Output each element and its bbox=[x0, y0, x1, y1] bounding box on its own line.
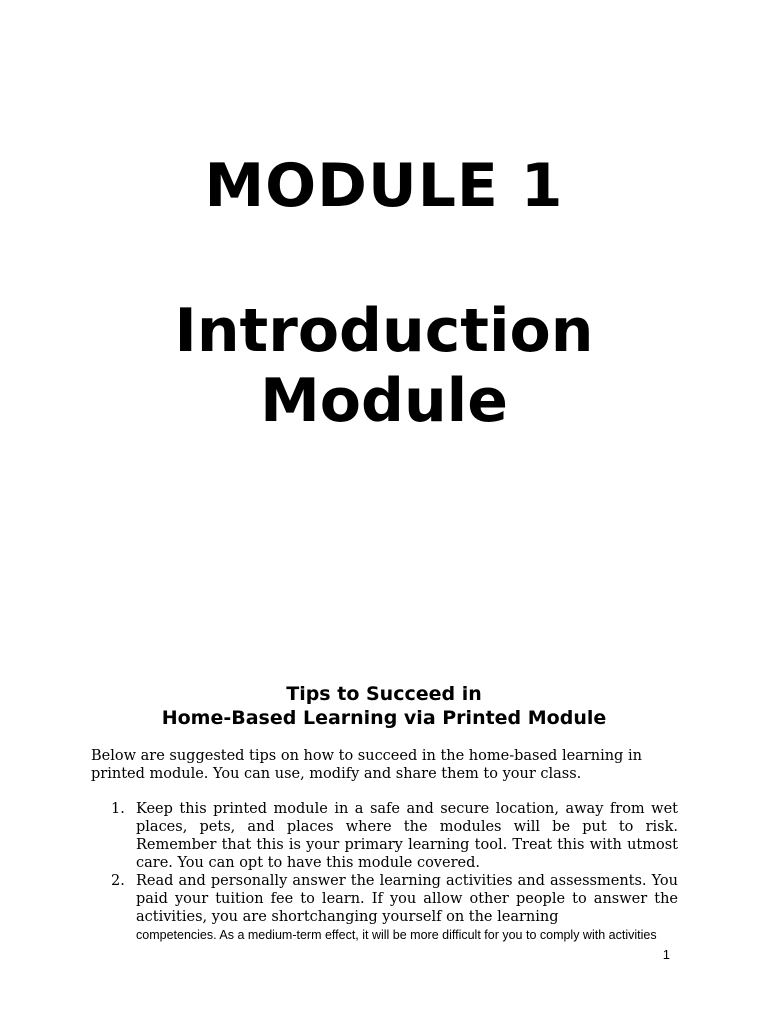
module-title-line-2: Module bbox=[260, 366, 508, 436]
tips-heading-line-2: Home-Based Learning via Printed Module bbox=[161, 707, 607, 729]
tip-text-continuation: competencies. As a medium-term effect, it will be more difficult for you to comply with activities bbox=[136, 928, 657, 942]
module-title bbox=[0, 296, 768, 436]
tips-list bbox=[91, 800, 678, 944]
tip-number: 2. bbox=[111, 873, 125, 889]
tip-text: Read and personally answer the learning activities and assessments. You paid your tuition fee to learn. If you allow other people to answer the activities, you are shortchanging yourself on the learning bbox=[136, 873, 678, 925]
tip-item bbox=[91, 872, 678, 944]
module-number-heading: MODULE 1 bbox=[204, 151, 564, 221]
tips-heading bbox=[0, 682, 768, 730]
tip-text: Keep this printed module in a safe and secure location, away from wet places, pets, and places where the modules will be put to risk. Remember that this is your primary learning tool. Treat this with utmost care. You can opt to have this module covered. bbox=[136, 801, 678, 871]
page-number: 1 bbox=[662, 947, 670, 962]
tip-item bbox=[91, 800, 678, 872]
module-title-line-1: Introduction bbox=[174, 296, 594, 366]
tips-intro-paragraph: Below are suggested tips on how to succeed in the home-based learning in printed module. You can use, modify and share them to your class. bbox=[91, 748, 642, 782]
tips-heading-line-1: Tips to Succeed in bbox=[286, 683, 482, 705]
tip-number: 1. bbox=[111, 801, 125, 817]
